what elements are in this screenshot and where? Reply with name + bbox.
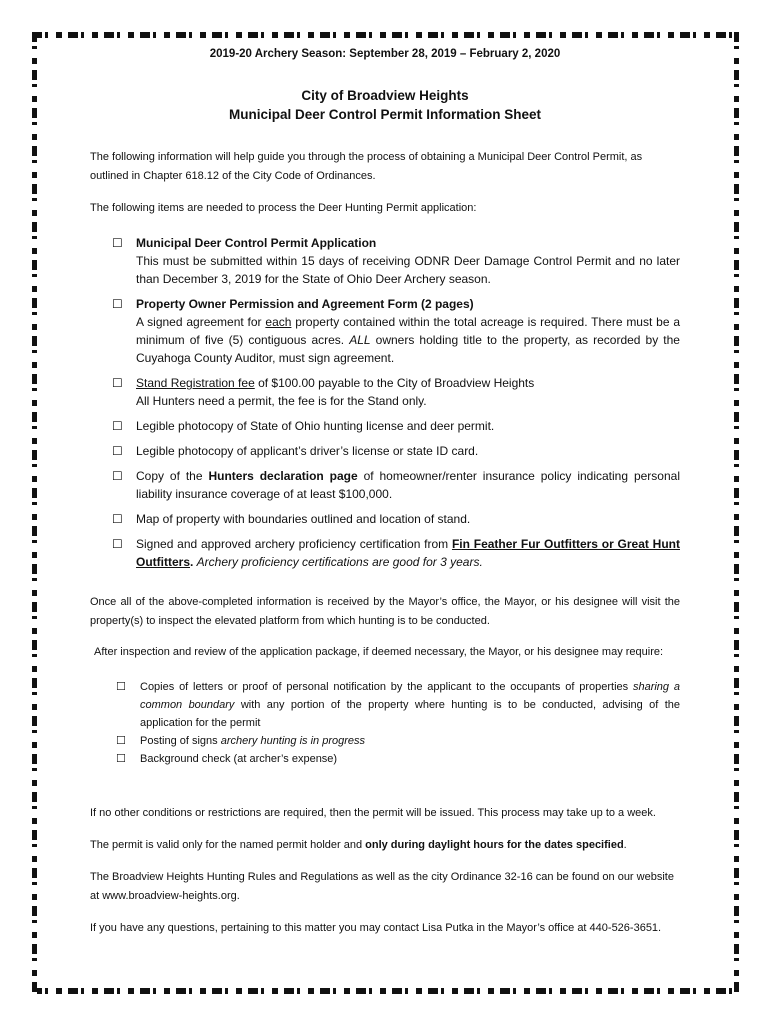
- item-emphasis: sharing a common boundary: [140, 681, 680, 711]
- item-emphasis: archery hunting is in progress: [220, 735, 366, 747]
- checkbox-icon: ☐: [112, 419, 123, 433]
- item-text: .: [190, 555, 197, 569]
- list-item: [112, 442, 680, 460]
- item-text: with any portion of the property where hunting is to be conducted, advising of the application for the permit: [140, 699, 680, 729]
- valid-text-end: .: [623, 839, 627, 851]
- item-emphasis: Hunters declaration page: [208, 469, 358, 483]
- title-line-1: City of Broadview Heights: [301, 88, 469, 103]
- document-title: [90, 86, 680, 124]
- item-text: Copy of the: [136, 469, 209, 483]
- list-item: [116, 750, 680, 768]
- list-item: [112, 234, 680, 288]
- item-text: Background check (at archer’s expense): [140, 753, 338, 765]
- item-text: All Hunters need a permit, the fee is for the Stand only.: [136, 394, 427, 408]
- item-emphasis: ALL: [349, 333, 371, 347]
- list-item: [116, 732, 680, 750]
- item-title: Municipal Deer Control Permit Application: [136, 236, 377, 250]
- title-line-2: Municipal Deer Control Permit Information Sheet: [228, 107, 542, 122]
- checkbox-icon: ☐: [116, 681, 126, 693]
- item-text: of homeowner/renter insurance policy indicating personal liability insurance coverage of at least $100,000.: [136, 469, 680, 501]
- item-text: property contained within the total acreage is required. There must be a minimum of five (5) contiguous acres.: [136, 315, 680, 347]
- item-text: Copies of letters or proof of personal notification by the applicant to the occupants of properties: [140, 681, 633, 693]
- valid-emphasis: only during daylight hours for the dates specified: [365, 839, 624, 851]
- checkbox-icon: ☐: [116, 735, 126, 747]
- after-paragraph: After inspection and review of the application package, if deemed necessary, the Mayor, or his designee may require:: [94, 646, 664, 658]
- list-item: [112, 295, 680, 367]
- item-note: Archery proficiency certifications are good for 3 years.: [196, 555, 483, 569]
- bottom-border: [32, 988, 738, 994]
- list-item: [112, 535, 680, 571]
- checkbox-icon: ☐: [112, 469, 123, 483]
- items-intro: The following items are needed to process the Deer Hunting Permit application:: [90, 202, 477, 214]
- list-item: [112, 417, 680, 435]
- top-border: [32, 32, 738, 38]
- list-item: [112, 510, 680, 528]
- list-item: [112, 467, 680, 503]
- additional-requirements-list: [90, 678, 680, 768]
- item-emphasis: each: [265, 315, 292, 329]
- item-text: Legible photocopy of State of Ohio hunting license and deer permit.: [136, 419, 495, 433]
- list-item: [116, 678, 680, 732]
- once-paragraph: Once all of the above-completed information is received by the Mayor’s office, the Mayor, or his designee will visit the property(s) to inspect the elevated platform from which hunting is to be conducted.: [90, 596, 680, 627]
- item-emphasis: Fin Feather Fur Outfitters or Great Hunt Outfitters: [136, 537, 680, 569]
- item-text: This must be submitted within 15 days of receiving ODNR Deer Damage Control Permit and no later than December 3, 2019 for the State of Ohio Deer Archery season.: [136, 254, 680, 286]
- item-text: A signed agreement for: [136, 315, 266, 329]
- no-other-paragraph: If no other conditions or restrictions are required, then the permit will be issued. This process may take up to a week.: [90, 807, 656, 819]
- valid-text: The permit is valid only for the named permit holder and: [90, 839, 366, 851]
- list-item: [112, 374, 680, 410]
- item-title: Property Owner Permission and Agreement Form (2 pages): [136, 297, 474, 311]
- item-text: owners holding title to the property, as recorded by the Cuyahoga County Auditor, must sign agreement.: [136, 333, 680, 365]
- rules-paragraph: The Broadview Heights Hunting Rules and Regulations as well as the city Ordinance 32-16 can be found on our website at www.broadview-heights.org.: [90, 871, 674, 902]
- item-text: Posting of signs: [140, 735, 221, 747]
- checkbox-icon: ☐: [112, 444, 123, 458]
- valid-paragraph: [90, 836, 680, 855]
- item-text: Legible photocopy of applicant’s driver’s license or state ID card.: [136, 444, 479, 458]
- season-header: 2019-20 Archery Season: September 28, 2019 – February 2, 2020: [209, 48, 561, 60]
- requirements-list: [90, 234, 680, 571]
- item-text: Signed and approved archery proficiency certification from: [136, 537, 452, 551]
- checkbox-icon: ☐: [112, 512, 123, 526]
- checkbox-icon: ☐: [112, 236, 123, 250]
- checkbox-icon: ☐: [112, 537, 123, 551]
- item-emphasis: Stand Registration fee: [136, 376, 255, 390]
- left-border: [32, 32, 37, 994]
- item-text: of $100.00 payable to the City of Broadview Heights: [254, 376, 535, 390]
- checkbox-icon: ☐: [112, 376, 123, 390]
- contact-paragraph: If you have any questions, pertaining to this matter you may contact Lisa Putka in the Mayor’s office at 440-526-3651.: [90, 922, 662, 934]
- item-text: Map of property with boundaries outlined and location of stand.: [136, 512, 471, 526]
- right-border: [734, 32, 739, 994]
- checkbox-icon: ☐: [112, 297, 123, 311]
- intro-paragraph: The following information will help guide you through the process of obtaining a Municipal Deer Control Permit, as outlined in Chapter 618.12 of the City Code of Ordinances.: [90, 151, 643, 182]
- document-page: [90, 44, 680, 938]
- checkbox-icon: ☐: [116, 753, 126, 765]
